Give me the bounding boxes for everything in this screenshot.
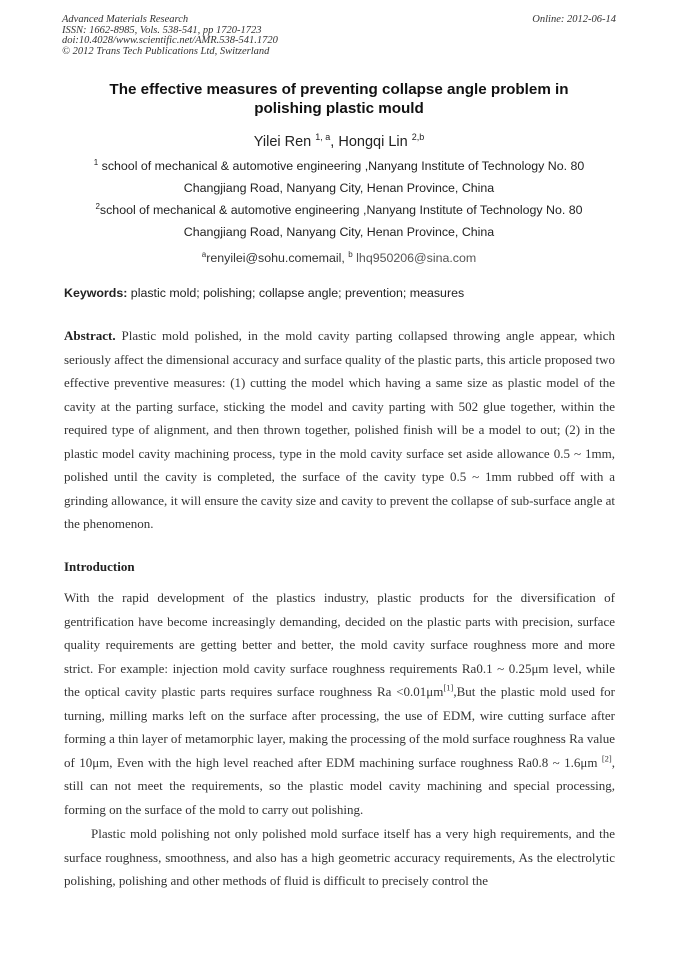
copyright-line: © 2012 Trans Tech Publications Ltd, Switzerland xyxy=(62,45,270,57)
header-row xyxy=(62,15,616,26)
affiliation-2-line-1: school of mechanical & automotive engineering ,Nanyang Institute of Technology No. 80 xyxy=(99,203,583,218)
email-b[interactable]: lhq950206@sina.com xyxy=(352,251,477,266)
paper-title xyxy=(40,80,638,118)
affiliation-1-marker: 1 xyxy=(93,158,99,167)
citation-1[interactable]: [1] xyxy=(443,682,454,693)
email-a-marker: a xyxy=(201,250,207,259)
affiliation-2 xyxy=(0,196,678,243)
intro-p1-part-1: With the rapid development of the plastics industry, plastic products for the diversification of gentrification have become increasingly demanding, decided on the plastic parts with precision, surface quality requirements are getting better and better, the mold cavity surface roughness more and more strict. For example: injection mold cavity surface roughness requirements Ra0.1 ~ 0.25μm level, while the optical cavity plastic parts requires surface roughness Ra <0.01μm xyxy=(64,590,615,699)
author-2-affiliation-marker: 2,b xyxy=(411,132,425,142)
email-b-marker: b xyxy=(348,250,353,259)
title-line-1: The effective measures of preventing collapse angle problem in xyxy=(109,81,569,98)
keywords-label: Keywords: xyxy=(64,286,128,300)
keywords-text: plastic mold; polishing; collapse angle; prevention; measures xyxy=(127,286,465,300)
intro-p1-part-2: ,But the plastic mold used for turning, milling marks left on the surface after processing, the use of EDM, wire cutting surface after forming a thin layer of metamorphic layer, making the processing of the mold surface roughness Ra value of 10μm, Even with the high level reached after EDM machining surface roughness Ra0.8 ~ 1.6μm xyxy=(64,684,616,770)
keywords xyxy=(64,285,616,301)
abstract-text: Plastic mold polished, in the mold cavity parting collapsed throwing angle appear, which seriously affect the dimensional accuracy and surface quality of the plastic parts, this article proposed two effective preventive measures: (1) cutting the model which having a same size as plastic model of the cavity at the parting surface, sticking the model and cavity parting with 502 glue together, within the required type of alignment, and then thrown together, polished finish will be a model to out; (2) in the plastic model cavity machining process, type in the mold cavity surface set aside allowance 0.5 ~ 1mm, polished until the cavity is completed, the surface of the cavity type 0.5 ~ 1mm rubbed off with a grinding allowance, it will ensure the cavity size and cavity to prevent the collapse of sub-surface angle at the phenomenon. xyxy=(64,328,615,531)
author-list xyxy=(0,128,678,151)
doi-line: doi:10.4028/www.scientific.net/AMR.538-541.1720 xyxy=(62,35,278,47)
title-line-2: polishing plastic mould xyxy=(254,100,424,117)
introduction-paragraph-2: Plastic mold polishing not only polished mold surface itself has a very high requirements, and the surface roughness, smoothness, and also has a high geometric accuracy requirements, As the electrolytic polishing, polishing and other methods of fluid is difficult to precisely control the xyxy=(64,826,615,888)
abstract-label: Abstract. xyxy=(64,328,116,343)
affiliation-1 xyxy=(0,152,678,199)
affiliation-1-line-1: school of mechanical & automotive engineering ,Nanyang Institute of Technology No. 80 xyxy=(98,159,585,174)
abstract xyxy=(64,324,615,536)
introduction-paragraph-1 xyxy=(64,586,615,821)
author-1-affiliation-marker: 1, a xyxy=(315,132,331,142)
journal-name: Advanced Materials Research xyxy=(62,14,189,25)
author-separator: , xyxy=(330,133,335,150)
intro-p1-part-3: , still can not meet the requirements, so the plastic model cavity machining and special processing, forming on the surface of the mold to carry out polishing. xyxy=(64,754,615,817)
affiliation-2-marker: 2 xyxy=(95,202,100,211)
citation-2[interactable]: [2] xyxy=(601,753,612,764)
affiliation-2-line-2: Changjiang Road, Nanyang City, Henan Province, China xyxy=(183,225,495,240)
author-2-name: Hongqi Lin xyxy=(338,133,408,150)
affiliation-1-line-2: Changjiang Road, Nanyang City, Henan Province, China xyxy=(183,181,495,196)
online-date: Online: 2012-06-14 xyxy=(532,14,616,25)
journal-header xyxy=(62,15,616,57)
author-emails xyxy=(0,246,678,267)
section-heading-introduction: Introduction xyxy=(64,559,135,574)
author-1-name: Yilei Ren xyxy=(253,133,312,150)
issn-line: ISSN: 1662-8985, Vols. 538-541, pp 1720-1723 xyxy=(62,24,262,36)
email-a[interactable]: renyilei@sohu.comemail, xyxy=(206,251,345,266)
